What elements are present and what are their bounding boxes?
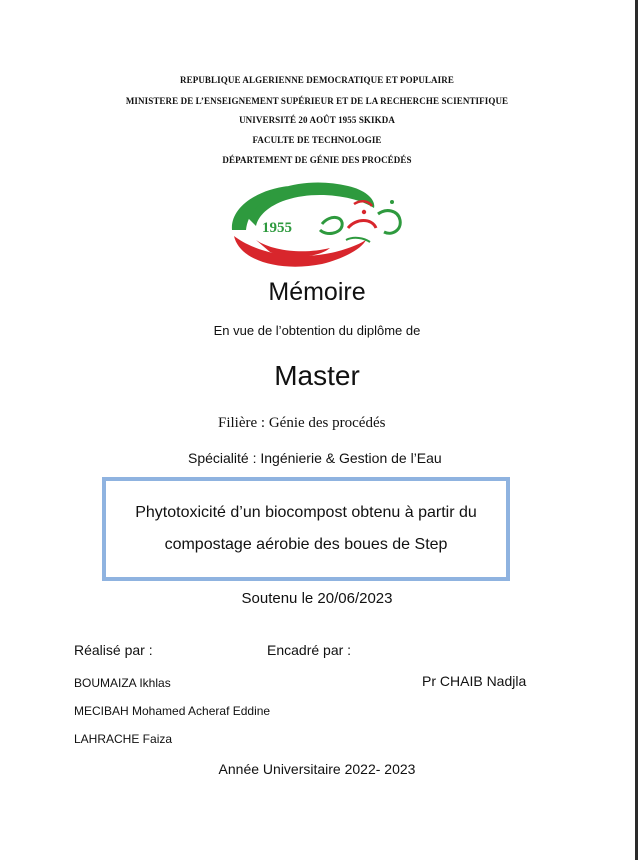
- specialite-label: Spécialité : Ingénierie & Gestion de l’Eau: [188, 450, 442, 466]
- department-line: DÉPARTEMENT DE GÉNIE DES PROCÉDÉS: [222, 155, 412, 165]
- degree-title: Master: [274, 360, 360, 391]
- supervisor-name: Pr CHAIB Nadjla: [422, 673, 527, 689]
- document-subtitle: En vue de l’obtention du diplôme de: [213, 323, 421, 338]
- faculty-line: FACULTE DE TECHNOLOGIE: [252, 135, 382, 145]
- author-name: MECIBAH Mohamed Acheraf Eddine: [74, 704, 271, 718]
- author-name: BOUMAIZA Ikhlas: [74, 676, 171, 690]
- university-logo-icon: [226, 178, 412, 270]
- logo-year: 1955: [262, 220, 292, 236]
- filiere-label: Filière : Génie des procédés: [218, 415, 386, 431]
- thesis-title: Phytotoxicité d’un biocompost obtenu à partir du compostage aérobie des boues de Step: [135, 504, 477, 553]
- author-name: LAHRACHE Faiza: [74, 732, 173, 746]
- ministry-line: MINISTERE DE L’ENSEIGNEMENT SUPÉRIEUR ET DE LA RECHERCHE SCIENTIFIQUE: [125, 96, 509, 106]
- republic-line: REPUBLIQUE ALGERIENNE DEMOCRATIQUE ET POPULAIRE: [180, 75, 454, 85]
- university-line: UNIVERSITÉ 20 AOÛT 1955 SKIKDA: [239, 115, 395, 125]
- thesis-title-box: [102, 477, 510, 581]
- defense-date: Soutenu le 20/06/2023: [241, 590, 393, 607]
- supervisor-label: Encadré par :: [267, 642, 352, 658]
- document-type: Mémoire: [268, 278, 366, 306]
- academic-year: Année Universitaire 2022- 2023: [218, 761, 416, 777]
- authors-label: Réalisé par :: [74, 642, 153, 658]
